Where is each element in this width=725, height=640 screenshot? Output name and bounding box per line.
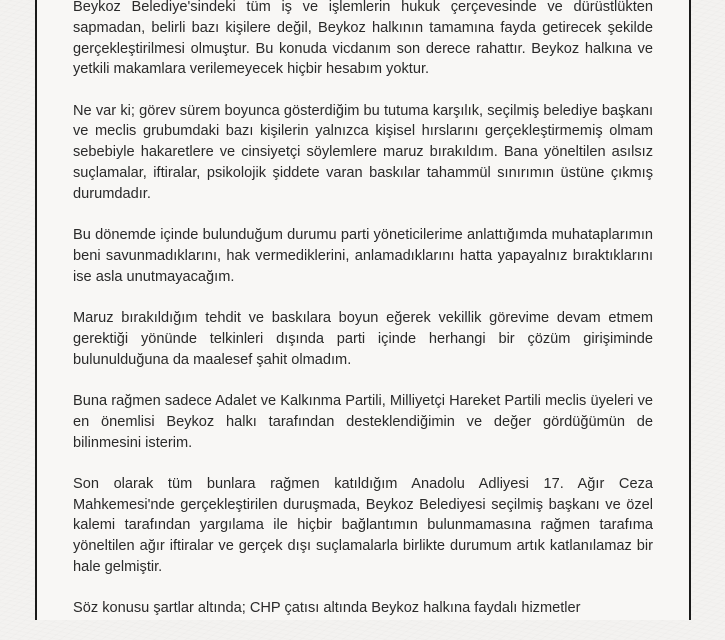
paragraph-4: Maruz bırakıldığım tehdit ve baskılara boyun eğerek vekillik görevime devam etmem gerektiği yönünde telkinleri dışında parti içinde herhangi bir çözüm girişiminde bulunulduğuna da maalesef şahit olmadım. (73, 310, 653, 368)
letter-body (73, 0, 653, 640)
paragraph-6: Son olarak tüm bunlara rağmen katıldığım Anadolu Adliyesi 17. Ağır Ceza Mahkemesi'nde gerçekleştirilen duruşmada, Beykoz Belediyesi seçilmiş başkanı ve özel kalemi tarafından yargılama ile hiçbir bağlantımın bulunmamasına rağmen tarafıma yöneltilen ağır iftiralar ve gerçek dışı suçlamalarla birlikte durumum artık katlanılamaz bir hale gelmiştir. (73, 475, 653, 576)
paragraph-7: Söz konusu şartlar altında; CHP çatısı altında Beykoz halkına faydalı hizmetler (73, 600, 581, 617)
paragraph-2: Ne var ki; görev sürem boyunca gösterdiğim bu tutuma karşılık, seçilmiş belediye başkanı ve meclis grubumdaki bazı kişilerin yalnızca kişisel hırslarını gerçekleştirmemiş olmam sebebiyle hakaretlere ve cinsiyetçi söylemlere maruz bırakıldım. Bana yöneltilen asılsız suçlamalar, iftiralar, psikolojik şiddete varan baskılar tahammül sınırımın üstüne çıkmış durumdadır. (73, 102, 653, 202)
paragraph-3: Bu dönemde içinde bulunduğum durumu parti yöneticilerime anlattığımda muhataplarımın beni savunmadıklarını, hak vermediklerini, anlamadıklarını hatta yapayalnız bıraktıklarını ise asla unutmayacağım. (73, 227, 653, 285)
paragraph-1: Beykoz Belediye'sindeki tüm iş ve işlemlerin hukuk çerçevesinde ve dürüstlükten sapmadan, belirli bazı kişilere değil, Beykoz halkının tamamına fayda getirecek şekilde gerçekleştirilmesi olmuştur. Bu konuda vicdanım son derece rahattır. Beykoz halkına ve yetkili makamlara verilemeyecek hiçbir hesabım yoktur. (73, 0, 653, 78)
paragraph-5: Buna rağmen sadece Adalet ve Kalkınma Partili, Milliyetçi Hareket Partili meclis üyeleri ve en önemlisi Beykoz halkı tarafından desteklendiğimin ve değer gördüğümün de bilinmesini isterim. (73, 392, 653, 451)
